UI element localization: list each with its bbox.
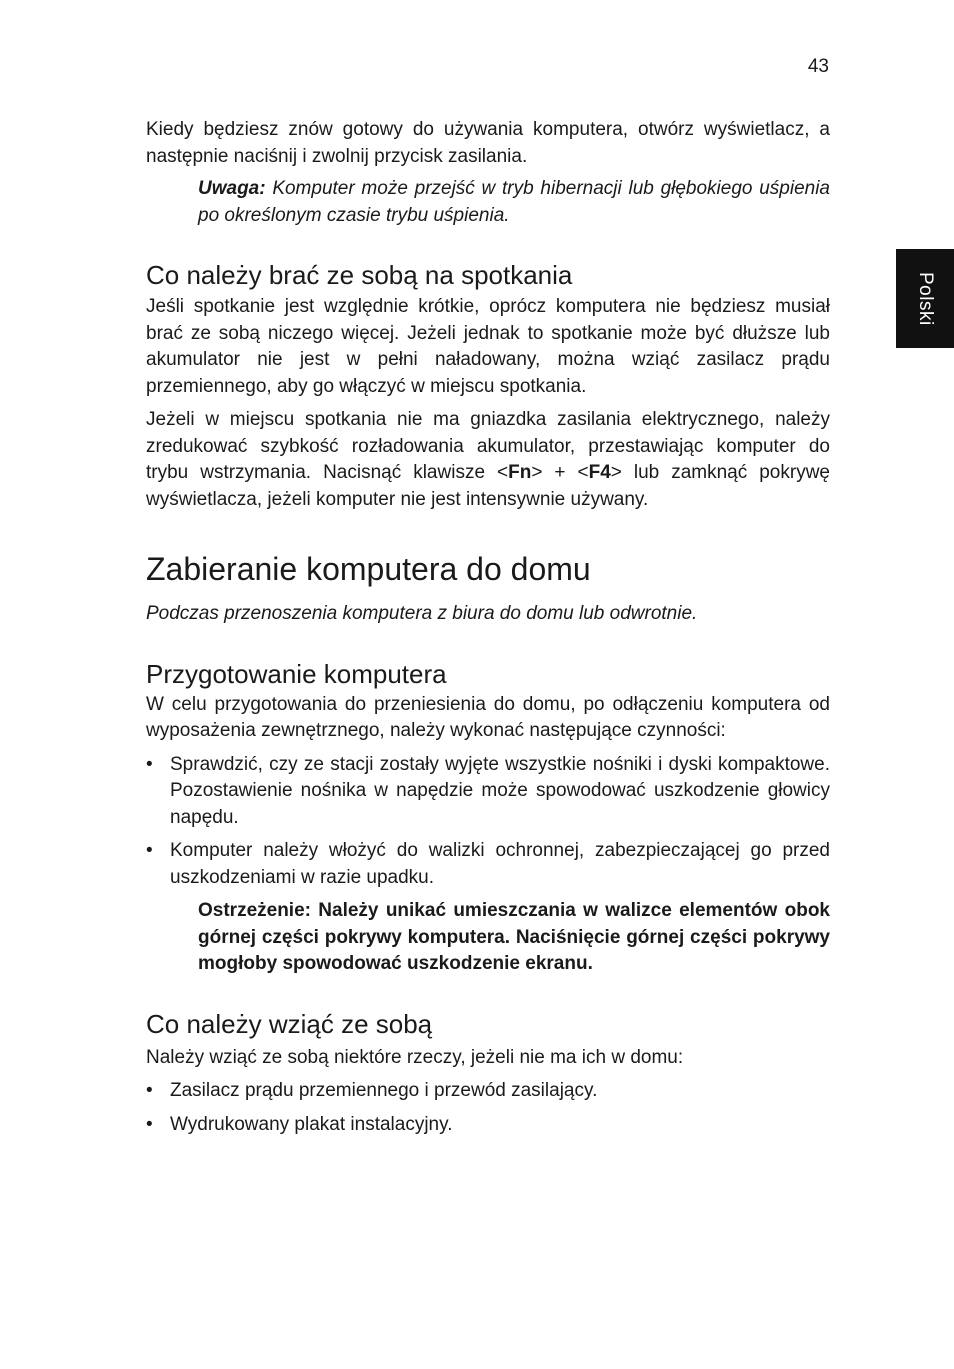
bullet: • xyxy=(146,1113,153,1135)
key-fn: Fn xyxy=(508,462,532,483)
language-tab xyxy=(896,249,954,348)
section-heading-take: Co należy wziąć ze sobą xyxy=(146,1008,433,1039)
chapter-heading-home: Zabieranie komputera do domu xyxy=(146,551,591,587)
key-f4: F4 xyxy=(588,462,611,483)
section-heading-prepare: Przygotowanie komputera xyxy=(146,658,447,689)
page-content xyxy=(146,117,830,1145)
list-item xyxy=(146,1112,830,1139)
list-item xyxy=(146,1078,830,1105)
list-item-text: Wydrukowany plakat instalacyjny. xyxy=(170,1113,453,1135)
bullet: • xyxy=(146,1080,153,1101)
warning-paragraph: Ostrzeżenie: Należy unikać umieszczania w walizce elementów obok górnej części pokrywy komputera. Naciśnięcie górnej części pokrywy mogłoby spowodować uszkodzenie ekranu. xyxy=(198,900,830,974)
language-tab-label: Polski xyxy=(915,271,936,326)
meetings-p2-text-a: Jeżeli w miejscu spotkania nie ma gniazdka zasilania elektrycznego, należy zredukować szybkość rozładowania akumulator, przestawiając komputer do trybu wstrzymania. Nacisnąć klawisze < xyxy=(146,409,830,483)
list-item-text: Komputer należy włożyć do walizki ochronnej, zabezpieczającej go przed uszkodzeniami w razie upadku. xyxy=(170,840,830,888)
list-item-text: Zasilacz prądu przemiennego i przewód zasilający. xyxy=(170,1080,598,1101)
meetings-paragraph-2 xyxy=(146,407,830,513)
page-number: 43 xyxy=(807,56,829,77)
list-item xyxy=(146,838,830,891)
note-paragraph xyxy=(198,176,830,229)
note-text: Komputer może przejść w tryb hibernacji lub głębokiego uśpienia po określonym czasie trybu uśpienia. xyxy=(198,178,830,226)
meetings-paragraph-1: Jeśli spotkanie jest względnie krótkie, oprócz komputera nie będziesz musiał brać ze sobą niczego więcej. Jeżeli jednak to spotkanie może być dłuższe lub akumulator nie jest w pełni naładowany, można wziąć zasilacz prądu przemiennego, aby go włączyć w miejscu spotkania. xyxy=(146,296,830,397)
chapter-subtitle: Podczas przenoszenia komputera z biura do domu lub odwrotnie. xyxy=(146,603,698,624)
take-paragraph: Należy wziąć ze sobą niektóre rzeczy, jeżeli nie ma ich w domu: xyxy=(146,1046,684,1068)
note-label: Uwaga: xyxy=(198,178,266,199)
bullet: • xyxy=(146,840,153,861)
list-item-text: Sprawdzić, czy ze stacji zostały wyjęte wszystkie nośniki i dyski kompaktowe. Pozostawienie nośnika w napędzie może spowodować uszkodzenie głowicy napędu. xyxy=(170,753,830,828)
meetings-p2-text-b: > + < xyxy=(531,462,589,483)
bullet: • xyxy=(146,753,153,775)
take-list xyxy=(146,1078,830,1138)
prepare-paragraph: W celu przygotowania do przeniesienia do domu, po odłączeniu komputera od wyposażenia zewnętrznego, należy wykonać następujące czynności: xyxy=(146,693,830,741)
intro-paragraph: Kiedy będziesz znów gotowy do używania komputera, otwórz wyświetlacz, a następnie naciśnij i zwolnij przycisk zasilania. xyxy=(146,119,830,167)
list-item xyxy=(146,752,830,832)
meetings-p2-text-c: > lub zamknąć pokrywę wyświetlacza, jeżeli komputer nie jest intensywnie używany. xyxy=(146,462,830,510)
prepare-list xyxy=(146,752,830,892)
section-heading-meetings: Co należy brać ze sobą na spotkania xyxy=(146,260,573,290)
